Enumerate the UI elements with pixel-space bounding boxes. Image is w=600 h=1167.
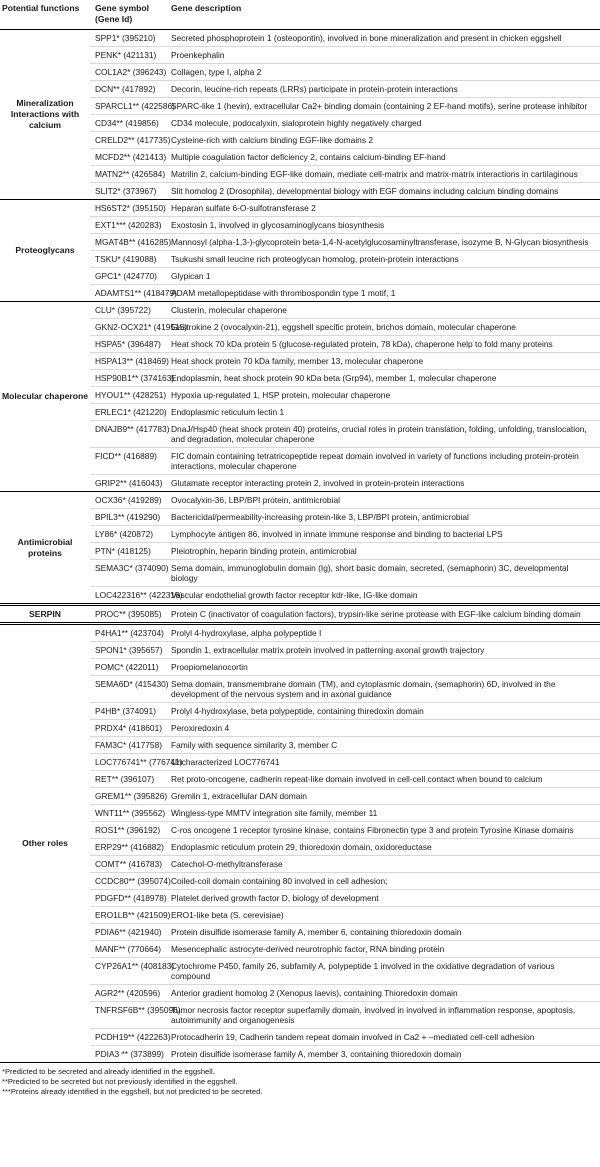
gene-description-cell: Tsukushi small leucine rich proteoglycan homolog, protein-protein interactions — [171, 254, 459, 264]
gene-symbol-cell: PDIA6** (421940) — [95, 927, 162, 937]
gene-symbol-cell: CRELD2** (417735) — [95, 135, 171, 145]
table-row — [90, 200, 600, 216]
gene-description-cell: Cytochrome P450, family 26, subfamily A, polypeptide 1 involved in the oxidative degradation of various compound — [171, 961, 555, 981]
gene-description-cell: Uncharacterized LOC776741 — [171, 757, 280, 767]
gene-symbol-cell: RET** (396107) — [95, 774, 155, 784]
gene-description-cell: Ovocalyxin-36, LBP/BPI protein, antimicrobial — [171, 495, 340, 505]
table-row — [90, 30, 600, 46]
gene-symbol-cell: PROC** (395085) — [95, 609, 162, 619]
table-row — [90, 114, 600, 131]
group-label: SERPIN — [29, 608, 61, 619]
gene-description-cell: SPARC-like 1 (hevin), extracellular Ca2+ binding domain (containing 2 EF-hand motifs), serine protease inhibitor — [171, 101, 588, 111]
gene-description-cell: Proenkephalin — [171, 50, 225, 60]
table-row — [90, 586, 600, 603]
gene-symbol-cell: PTN* (418125) — [95, 546, 151, 556]
table-row — [90, 216, 600, 233]
group-label: Antimicrobial proteins — [17, 536, 73, 558]
table-row — [90, 403, 600, 420]
table-row — [90, 675, 600, 702]
gene-description-cell: Sema domain, immunoglobulin domain (Ig), short basic domain, secreted, (semaphorin) 3C, developmental biology — [171, 563, 569, 583]
gene-symbol-cell: BPIL3** (419290) — [95, 512, 161, 522]
gene-description-cell: Lymphocyte antigen 86, involved in innate immune response and binding to bacterial LPS — [171, 529, 503, 539]
gene-symbol-cell: CYP26A1** (408183) — [95, 961, 175, 971]
function-group — [0, 606, 600, 625]
gene-description-cell: Glypican 1 — [171, 271, 211, 281]
gene-description-cell: DnaJ/Hsp40 (heat shock protein 40) proteins, crucial roles in protein translation, folding, unfolding, translocation, and degradation, molecular chaperone — [171, 424, 587, 444]
gene-description-cell: Heat shock 70 kDa protein 5 (glucose-regulated protein, 78 kDa), chaperone help to fold many proteins — [171, 339, 553, 349]
gene-symbol-cell: EXT1*** (420283) — [95, 220, 162, 230]
gene-symbol-cell: ERO1LB** (421509) — [95, 910, 171, 920]
gene-description-cell: Secreted phosphoprotein 1 (osteopontin), involved in bone mineralization and present in chicken eggshell — [171, 33, 562, 43]
gene-symbol-cell: LY86* (420872) — [95, 529, 154, 539]
gene-symbol-cell: DCN** (417892) — [95, 84, 156, 94]
table-row — [90, 719, 600, 736]
gene-symbol-cell: TSKU* (419088) — [95, 254, 157, 264]
gene-description-cell: Mesencephalic astrocyte-derived neurotrophic factor, RNA binding protein — [171, 944, 445, 954]
gene-description-cell: Platelet derived growth factor D, biology of development — [171, 893, 379, 903]
gene-description-cell: ERO1-like beta (S. cerevisiae) — [171, 910, 284, 920]
group-rows — [90, 625, 600, 1062]
table-row — [90, 838, 600, 855]
function-group — [0, 302, 600, 492]
gene-symbol-cell: PDIA3 ** (373899) — [95, 1049, 164, 1059]
gene-description-cell: Pleiotrophin, heparin binding protein, antimicrobial — [171, 546, 357, 556]
group-rows — [90, 200, 600, 301]
table-row — [90, 923, 600, 940]
table-row — [90, 984, 600, 1001]
table-row — [90, 318, 600, 335]
gene-description-cell: CD34 molecule, podocalyxin, sialoprotein highly negatively charged — [171, 118, 422, 128]
table-row — [90, 702, 600, 719]
gene-symbol-cell: HYOU1** (428251) — [95, 390, 167, 400]
gene-description-cell: Heat shock protein 70 kDa family, member 13, molecular chaperone — [171, 356, 424, 366]
gene-symbol-cell: ERLEC1* (421220) — [95, 407, 167, 417]
gene-symbol-cell: FICD** (416889) — [95, 451, 157, 461]
group-label: Molecular chaperone — [2, 391, 88, 401]
gene-symbol-cell: AGR2** (420596) — [95, 988, 161, 998]
table-row — [90, 267, 600, 284]
group-label: Mineralization Interactions with calcium — [10, 98, 80, 130]
gene-symbol-cell: CD34** (419856) — [95, 118, 159, 128]
table-row — [90, 335, 600, 352]
gene-description-cell: Catechol-O-methyltransferase — [171, 859, 283, 869]
group-rows — [90, 302, 600, 491]
gene-symbol-cell: MATN2** (426584) — [95, 169, 166, 179]
table-row — [90, 641, 600, 658]
gene-symbol-cell: WNT11** (395562) — [95, 808, 166, 818]
gene-description-cell: C-ros oncogene 1 receptor tyrosine kinase, contains Fibronectin type 3 and protein Tyrosine Kinase domains — [171, 825, 574, 835]
table-row — [90, 872, 600, 889]
gene-symbol-cell: GPC1* (424770) — [95, 271, 157, 281]
table-row — [90, 97, 600, 114]
function-group — [0, 625, 600, 1063]
gene-symbol-cell: SPON1* (395657) — [95, 645, 163, 655]
table-row — [90, 821, 600, 838]
table-row — [90, 1045, 600, 1062]
gene-symbol-cell: MANF** (770664) — [95, 944, 162, 954]
gene-symbol-cell: ADAMTS1** (418479) — [95, 288, 177, 298]
table-row — [90, 1028, 600, 1045]
gene-description-cell: Coiled-coil domain containing 80 involved in cell adhesion; — [171, 876, 388, 886]
gene-description-cell: Endoplasmin, heat shock protein 90 kDa beta (Grp94), member 1, molecular chaperone — [171, 373, 497, 383]
group-label: Other roles — [22, 838, 68, 848]
table-row — [90, 1001, 600, 1028]
gene-symbol-cell: OCX36* (419289) — [95, 495, 162, 505]
table-row — [90, 131, 600, 148]
gene-symbol-cell: HSPA13** (418469) — [95, 356, 169, 366]
gene-symbol-cell: CCDC80** (395074) — [95, 876, 171, 886]
gene-description-cell: Protocadherin 19, Cadherin tandem repeat domain involved in Ca2 + –mediated cell-cell adhesion — [171, 1032, 535, 1042]
table-header — [0, 0, 600, 30]
gene-symbol-cell: SEMA6D* (415430) — [95, 679, 169, 689]
gene-description-cell: Endoplasmic reticulum protein 29, thioredoxin domain, oxidoreductase — [171, 842, 432, 852]
footnote: *Predicted to be secreted and already identified in the eggshell. — [2, 1067, 215, 1076]
gene-description-cell: Prolyl 4-hydroxylase, alpha polypeptide I — [171, 628, 322, 638]
gene-symbol-cell: P4HB* (374091) — [95, 706, 156, 716]
table-row — [90, 804, 600, 821]
gene-description-cell: Protein disulfide isomerase family A, member 6, containing thioredoxin domain — [171, 927, 462, 937]
table-row — [90, 753, 600, 770]
gene-symbol-cell: LOC422316** (422316) — [95, 590, 183, 600]
gene-description-cell: Gremlin 1, extracellular DAN domain — [171, 791, 307, 801]
table-row — [90, 559, 600, 586]
gene-description-cell: ADAM metallopeptidase with thrombospondin type 1 motif, 1 — [171, 288, 396, 298]
table-row — [90, 80, 600, 97]
table-row — [90, 492, 600, 508]
function-group — [0, 200, 600, 302]
gene-description-cell: Heparan sulfate 6-O-sulfotransferase 2 — [171, 203, 316, 213]
table-row — [90, 474, 600, 491]
table-row — [90, 233, 600, 250]
table-row — [90, 736, 600, 753]
gene-symbol-cell: SPP1* (395210) — [95, 33, 156, 43]
table-row — [90, 606, 600, 622]
gene-symbol-cell: LOC776741** (776741) — [95, 757, 183, 767]
gene-symbol-cell: GREM1** (395826) — [95, 791, 168, 801]
gene-description-cell: Gastrokine 2 (ovocalyxin-21), eggshell specific protein, brichos domain, molecular chaperone — [171, 322, 516, 332]
table-row — [90, 386, 600, 403]
gene-description-cell: Anterior gradient homolog 2 (Xenopus laevis), containing Thioredoxin domain — [171, 988, 458, 998]
gene-symbol-cell: COMT** (416783) — [95, 859, 163, 869]
gene-symbol-cell: PRDX4* (418601) — [95, 723, 163, 733]
gene-description-cell: Mannosyl (alpha-1,3-)-glycoprotein beta-1,4-N-acetylglucosaminyltransferase, isozyme B, N-Glycan biosynthesis — [171, 237, 589, 247]
gene-symbol-cell: SEMA3C* (374090) — [95, 563, 169, 573]
gene-description-cell: Tumor necrosis factor receptor superfamily domain, involved in involved in inflammation response, apoptosis, autoimmunity and organogenesis — [171, 1005, 576, 1025]
table-row — [90, 420, 600, 447]
group-rows — [90, 606, 600, 622]
gene-description-cell: Sema domain, transmembrane domain (TM), and cytoplasmic domain, (semaphorin) 6D, involved in the development of the nervous system and in axonal guidance — [171, 679, 556, 699]
gene-description-cell: Peroxiredoxin 4 — [171, 723, 230, 733]
gene-description-cell: Prolyl 4-hydroxylase, beta polypeptide, containing thiredoxin domain — [171, 706, 424, 716]
footnotes — [0, 1063, 600, 1097]
gene-symbol-cell: HSPA5* (396487) — [95, 339, 161, 349]
gene-description-cell: Multiple coagulation factor deficiency 2, contains calcium-binding EF-hand — [171, 152, 446, 162]
gene-symbol-cell: DNAJB9** (417783) — [95, 424, 170, 434]
gene-symbol-cell: SPARCL1** (422586) — [95, 101, 175, 111]
table-row — [90, 352, 600, 369]
table-row — [90, 182, 600, 199]
gene-description-cell: Protein C (inactivator of coagulation factors), trypsin-like serine protease with EGF-like calcium binding domain — [171, 609, 581, 619]
group-label: Proteoglycans — [15, 245, 75, 255]
gene-description-cell: Bactericidal/permeability-increasing protein-like 3, LBP/BPI protein, antimicrobial — [171, 512, 469, 522]
table-row — [90, 542, 600, 559]
gene-symbol-cell: PCDH19** (422263) — [95, 1032, 171, 1042]
table-row — [90, 284, 600, 301]
gene-description-cell: Family with sequence similarity 3, member C — [171, 740, 338, 750]
gene-description-cell: Spondin 1, extracellular matrix protein involved in patterning axonal growth trajectory — [171, 645, 485, 655]
table-row — [90, 165, 600, 182]
table-row — [90, 508, 600, 525]
gene-symbol-cell: MCFD2** (421413) — [95, 152, 167, 162]
table-row — [90, 302, 600, 318]
gene-symbol-cell: P4HA1** (423704) — [95, 628, 164, 638]
gene-description-cell: Hypoxia up-regulated 1, HSP protein, molecular chaperone — [171, 390, 391, 400]
table-row — [90, 770, 600, 787]
gene-symbol-cell: PDGFD** (418978) — [95, 893, 167, 903]
header-potential-functions: Potential functions — [2, 3, 80, 13]
gene-description-cell: Endoplasmic reticulum lectin 1 — [171, 407, 285, 417]
gene-description-cell: Ret proto-oncogene, cadherin repeat-like domain involved in cell-cell contact when bound to calcium — [171, 774, 543, 784]
header-gene-symbol: Gene symbol (Gene Id) — [95, 3, 149, 24]
group-rows — [90, 30, 600, 199]
gene-description-cell: Proopiomelanocortin — [171, 662, 248, 672]
table-row — [90, 787, 600, 804]
gene-symbol-cell: CLU* (395722) — [95, 305, 151, 315]
gene-description-cell: Decorin, leucine-rich repeats (LRRs) participate in protein-protein interactions — [171, 84, 458, 94]
gene-symbol-cell: MGAT4B** (416285) — [95, 237, 172, 247]
table-row — [90, 447, 600, 474]
group-rows — [90, 492, 600, 603]
gene-symbol-cell: ERP29** (416882) — [95, 842, 164, 852]
table-row — [90, 525, 600, 542]
table-row — [90, 46, 600, 63]
gene-symbol-cell: HSP90B1** (374163) — [95, 373, 175, 383]
gene-description-cell: Cysteine-rich with calcium binding EGF-like domains 2 — [171, 135, 374, 145]
header-gene-description: Gene description — [171, 3, 242, 13]
gene-symbol-cell: SLIT2* (373967) — [95, 186, 157, 196]
table-row — [90, 889, 600, 906]
gene-description-cell: Vascular endothelial growth factor receptor kdr-like, IG-like domain — [171, 590, 418, 600]
table-row — [90, 369, 600, 386]
footnote: ***Proteins already identified in the eggshell, but not predicted to be secreted. — [2, 1087, 263, 1096]
gene-symbol-cell: POMC* (422011) — [95, 662, 159, 672]
gene-description-cell: Wingless-type MMTV integration site family, member 11 — [171, 808, 378, 818]
gene-symbol-cell: FAM3C* (417758) — [95, 740, 163, 750]
function-group — [0, 30, 600, 200]
table-row — [90, 658, 600, 675]
footnote: **Predicted to be secreted but not previously identified in the eggshell. — [2, 1077, 238, 1086]
table-row — [90, 855, 600, 872]
table-row — [90, 906, 600, 923]
gene-description-cell: Exostosin 1, involved in glycosaminoglycans biosynthesis — [171, 220, 385, 230]
gene-symbol-cell: PENK* (421131) — [95, 50, 157, 60]
gene-description-cell: FIC domain containing tetratricopeptide repeat domain involved in variety of functions including protein-protein interactions, molecular chaperone — [171, 451, 579, 471]
gene-symbol-cell: HS6ST2* (395150) — [95, 203, 166, 213]
gene-description-cell: Collagen, type I, alpha 2 — [171, 67, 262, 77]
gene-description-cell: Protein disulfide isomerase family A, member 3, containing thioredoxin domain — [171, 1049, 462, 1059]
gene-symbol-cell: ROS1** (396192) — [95, 825, 161, 835]
gene-description-cell: Slit homolog 2 (Drosophila), developmental biology with EGF domains includng calcium binding domains — [171, 186, 559, 196]
gene-description-cell: Glutamate receptor interacting protein 2, involved in protein-protein interactions — [171, 478, 465, 488]
gene-symbol-cell: COL1A2* (396243) — [95, 67, 167, 77]
table-row — [90, 148, 600, 165]
table-row — [90, 957, 600, 984]
function-group — [0, 492, 600, 606]
gene-symbol-cell: GKN2-OCX21* (419515) — [95, 322, 188, 332]
table-body — [0, 30, 600, 1063]
table-row — [90, 63, 600, 80]
gene-description-cell: Matrilin 2, calcium-binding EGF-like domain, mediate cell-matrix and matrix-matrix interactions in cartilaginous — [171, 169, 578, 179]
table-row — [90, 940, 600, 957]
gene-description-cell: Clusterin, molecular chaperone — [171, 305, 287, 315]
table-row — [90, 250, 600, 267]
gene-symbol-cell: TNFRSF6B** (395096) — [95, 1005, 181, 1015]
table-row — [90, 625, 600, 641]
gene-symbol-cell: GRIP2** (416043) — [95, 478, 163, 488]
